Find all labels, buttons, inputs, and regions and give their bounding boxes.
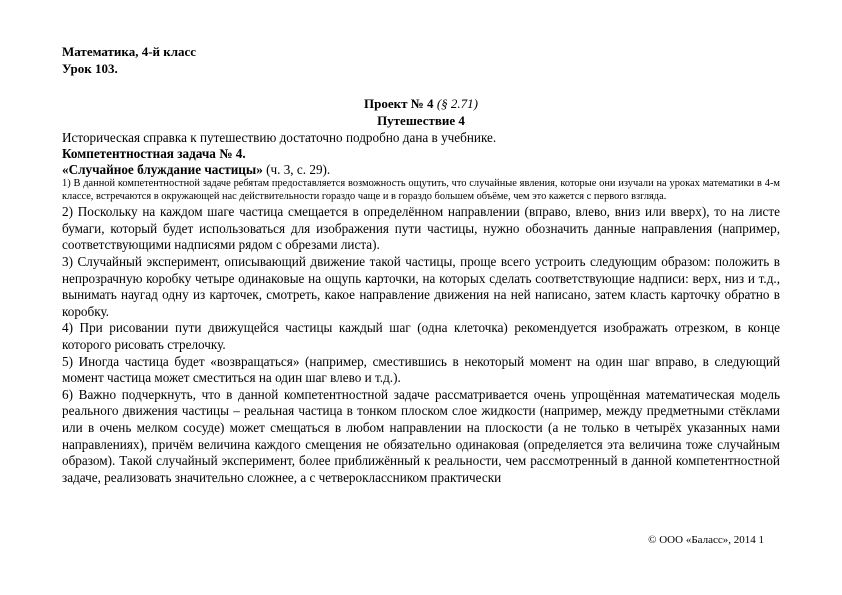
task-label: Компетентностная задача № 4. [62, 146, 246, 161]
item-5: 5) Иногда частица будет «возвращаться» (например, сместившись в некоторый момент на один шаг вправо, в следующий момент частица может сместиться на один шаг влево и т.д.). [62, 353, 780, 386]
intro-paragraph: Историческая справка к путешествию достаточно подробно дана в учебнике. [62, 130, 497, 145]
subject-heading: Математика, 4-й класс [62, 44, 197, 59]
item-1: 1) В данной компетентностной задаче ребятам предоставляется возможность ощутить, что случайные явления, которые они изучали на уроках математики в 4-м классе, встречаются в окружающей нас действительности гораздо чаще и в гораздо большем объёме, чем это кажется с первого взгляда. [62, 178, 780, 202]
task-ref: (ч. 3, с. 29). [266, 162, 331, 177]
copyright-footer: © ООО «Баласс», 2014 1 [648, 534, 764, 546]
project-subtitle: Путешествие 4 [377, 113, 465, 128]
item-4: 4) При рисовании пути движущейся частицы каждый шаг (одна клеточка) рекомендуется изображать отрезком, в конце которого рисовать стрелочку. [62, 320, 780, 352]
task-name: «Случайное блуждание частицы» [62, 162, 263, 177]
project-title-main: Проект № 4 [364, 96, 434, 111]
item-3: 3) Случайный эксперимент, описывающий движение такой частицы, проще всего устроить следующим образом: положить в непрозрачную коробку четыре одинаковые на ощупь карточки, на которых сделать соответствующие надписи: верх, низ и т.д., вынимать наугад одну из карточек, смотреть, какое направление движения на ней написано, затем класть карточку обратно в коробку. [62, 253, 780, 319]
project-title-ref: (§ 2.71) [436, 96, 478, 111]
item-2: 2) Поскольку на каждом шаге частица смещается в определённом направлении (вправо, влево, вниз или вверх), то на листе бумаги, который будет использоваться для изображения пути частицы, нужно обозначить данные направления (например, соответствующими надписями рядом с обрезами листа). [62, 204, 780, 253]
lesson-heading: Урок 103. [62, 61, 118, 76]
task-name-line [62, 162, 780, 178]
document-body [62, 130, 780, 486]
project-title [62, 96, 780, 112]
item-6: 6) Важно подчеркнуть, что в данной компетентностной задаче рассматривается очень упрощённая математическая модель реального движения частицы – реальная частица в тонком плоском слое жидкости (например, между предметными стёклами или в очень мелком сосуде) может смещаться в любом направлении на плоскости (а не только в четырёх указанных нами направлениях), причём величина каждого смещения не обязательно одинаковая (определяется эта величина тоже случайным образом). Такой случайный эксперимент, более приближённый к реальности, чем рассмотренный в данной компетентностной задаче, реализовать значительно сложнее, а с четвероклассником практически [62, 386, 780, 485]
